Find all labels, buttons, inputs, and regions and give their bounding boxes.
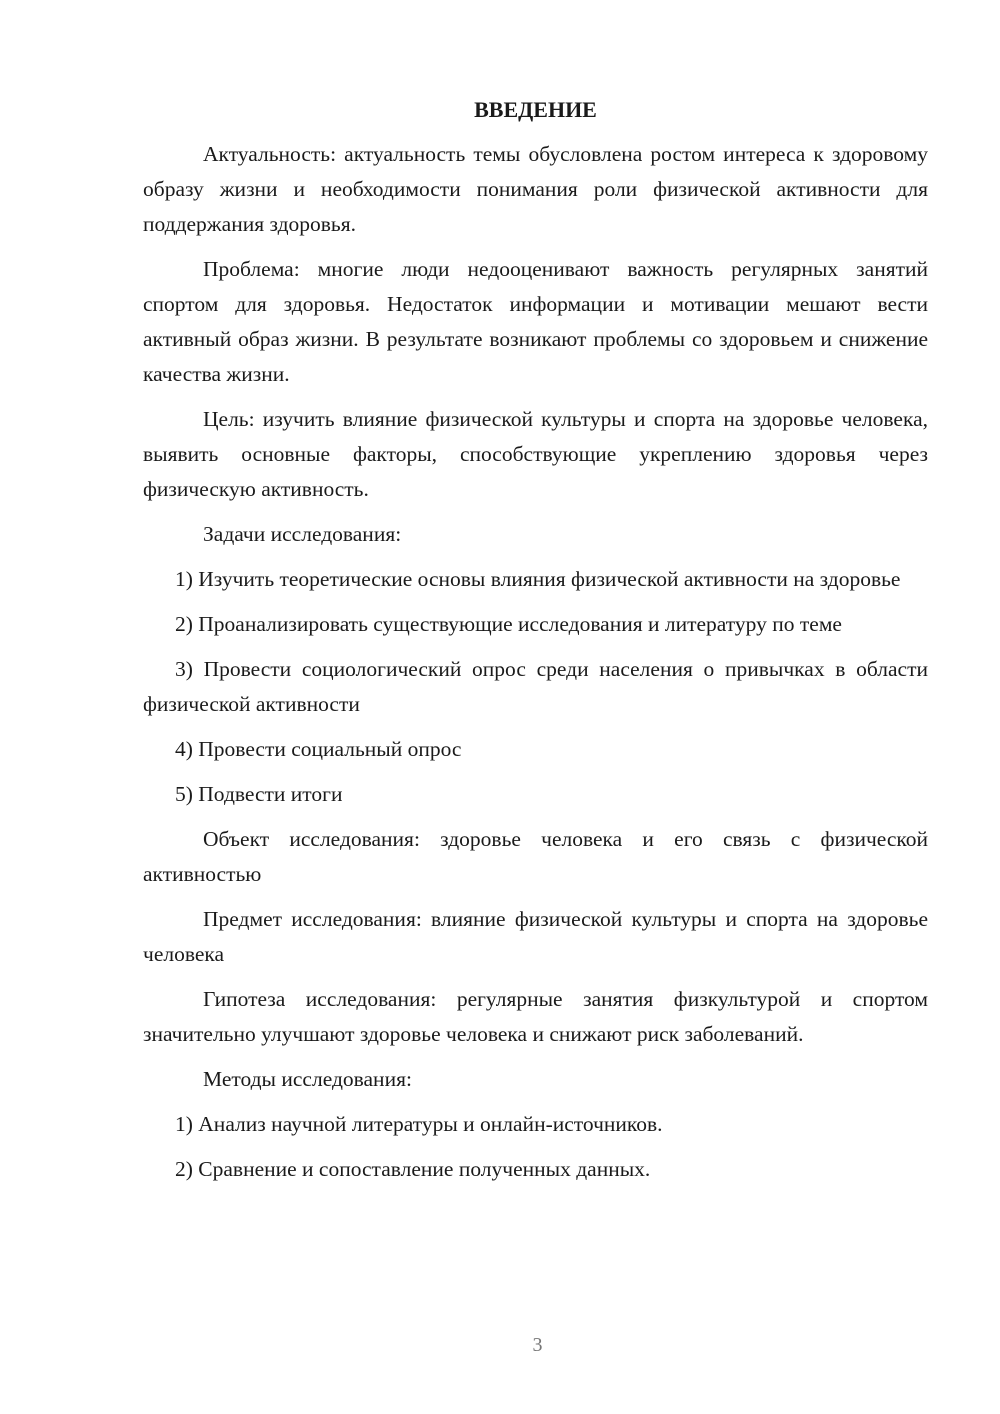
task-item: 5) Подвести итоги bbox=[175, 782, 343, 806]
page-content bbox=[143, 92, 928, 1197]
task-item: 1) Изучить теоретические основы влияния физической активности на здоровье bbox=[175, 567, 901, 591]
hypothesis-paragraph: Гипотеза исследования: регулярные занятия физкультурой и спортом значительно улучшают здоровье человека и снижают риск заболеваний. bbox=[143, 987, 928, 1046]
task-item: 4) Провести социальный опрос bbox=[175, 737, 462, 761]
page-number: 3 bbox=[532, 1334, 543, 1356]
subject-paragraph: Предмет исследования: влияние физической культуры и спорта на здоровье человека bbox=[143, 907, 928, 966]
object-paragraph: Объект исследования: здоровье человека и его связь с физической активностью bbox=[143, 827, 928, 886]
problem-paragraph: Проблема: многие люди недооценивают важность регулярных занятий спортом для здоровья. Недостаток информации и мотивации мешают вести активный образ жизни. В результате возникают проблемы со здоровьем и снижение качества жизни. bbox=[143, 257, 928, 386]
method-item: 2) Сравнение и сопоставление полученных данных. bbox=[175, 1157, 651, 1181]
tasks-title: Задачи исследования: bbox=[203, 522, 402, 546]
task-item: 2) Проанализировать существующие исследования и литературу по теме bbox=[175, 612, 842, 636]
methods-title: Методы исследования: bbox=[203, 1067, 412, 1091]
goal-paragraph: Цель: изучить влияние физической культуры и спорта на здоровье человека, выявить основные факторы, способствующие укреплению здоровья через физическую активность. bbox=[143, 407, 928, 501]
task-item: 3) Провести социологический опрос среди населения о привычках в области физической активности bbox=[143, 657, 928, 716]
relevance-paragraph: Актуальность: актуальность темы обусловлена ростом интереса к здоровому образу жизни и необходимости понимания роли физической активности для поддержания здоровья. bbox=[143, 142, 928, 236]
method-item: 1) Анализ научной литературы и онлайн-источников. bbox=[175, 1112, 663, 1136]
page-title: ВВЕДЕНИЕ bbox=[474, 97, 597, 122]
